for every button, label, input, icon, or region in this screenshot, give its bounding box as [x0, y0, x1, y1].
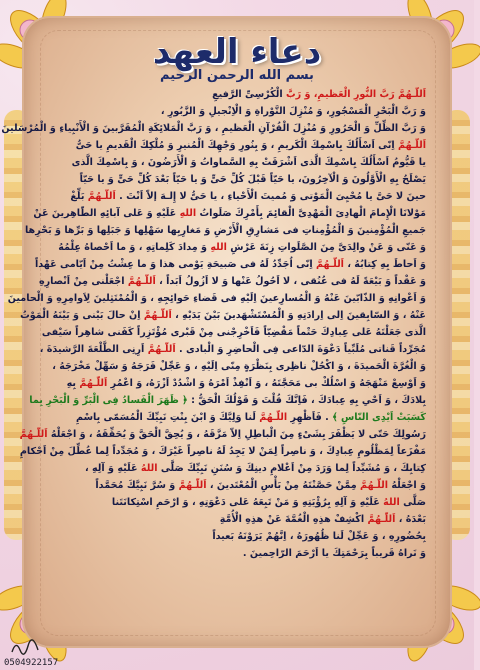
prayer-segment: اللهُ	[383, 497, 400, 508]
prayer-segment: اللهُ	[140, 463, 158, 474]
prayer-segment: عَلَیْهِ وَ آلِهِ ،	[84, 463, 141, 474]
prayer-segment: وَ عَقْداً وَ بَیْعَةً لَهُ فی عُنُقی ، لا اَحُولُ عَنْها وَ لا اَزُولُ اَبَداً ،	[155, 276, 426, 287]
prayer-line	[33, 205, 426, 222]
prayer-segment: مَوْلانَا الْإِمامَ الْهادِیَ الْمَهْدِیَّ الْقائِمَ بِأَمْرِكَ صَلَواتُ	[196, 208, 426, 219]
prayer-segment: اللّـهُمَّ	[259, 412, 288, 423]
prayer-line	[48, 511, 426, 528]
prayer-segment: الَّذی جَعَلْتَهُ عَلی عِبادِكَ حَتْماً مَقْضِیّاً فَاَخْرِجْنی مِنْ قَبْری مُؤْتَزِراً كَفَنی شاهِراً سَیْفی	[41, 327, 426, 338]
prayer-segment: اِنّی اُجَدِّدُ لَهُ فی صَبیحَةِ یَوْمی هذا وَ ما عِشْتُ مِنْ اَیّامی عَهْداً	[34, 259, 317, 270]
prayer-segment: اَللّـهُمَّ	[143, 310, 172, 321]
prayer-segment: مُجَرِّداً قَناتی مُلَبِّیاً دَعْوَةَ الدّاعی فِی الْحاضِرِ وَ الْبادی .	[175, 344, 426, 355]
prayer-segment: وَ رَبَّ الظِّلِّ وَ الْحَرُورِ وَ مُنْزِلَ الْقُرْآنِ الْعَظیمِ ، وَ رَبَّ الْمَلائِكَةِ الْمُقَرَّبینَ وَ الْأَنْبِیاءِ وَ الْمُرْسَلینَ	[1, 123, 426, 134]
prayer-segment: اجْعَلْنی مِنْ اَنْصارِهِ	[38, 276, 128, 287]
prayer-line	[24, 222, 426, 239]
prayer-segment: وَ رَبَّ الْبَحْرِ الْمَسْجُورِ، وَ مُنْزِلَ التَّوْراةِ وَ الْاِنْجیلِ وَ الزَّبُورِ ،	[160, 106, 426, 117]
prayer-segment: وَ نَراهُ قَریباً بِرَحْمَتِكَ یا اَرْحَمَ الرّاحِمینَ .	[242, 548, 426, 559]
prayer-segment: وَ عَنّی وَ عَنْ والِدَیَّ مِنَ الصَّلَواتِ زِنَةَ عَرْشِ	[226, 242, 426, 253]
prayer-segment: اِنْ حالَ بَیْنی وَ بَیْنَهُ الْمَوْتُ	[20, 310, 144, 321]
prayer-segment: ﴿ ظَهَرَ الْفَسادُ فِی الْبَرِّ وَ الْبَحْرِ بِما	[29, 395, 188, 406]
prayer-segment: اللهِ	[210, 242, 227, 253]
prayer-segment: جَمیعِ الْمُؤْمِنینَ وَ الْمُؤْمِناتِ فی مَشارِقِ الْأَرْضِ وَ مَغارِبِها سَهْلِها وَ جَبَلِها وَ بَرِّها وَ بَحْرِها	[24, 225, 426, 236]
prayer-segment: وَ اَحاطَ بِهِ كِتابُهُ ،	[343, 259, 426, 270]
prayer-segment: اَللّـهُمَّ رَبَّ النُّورِ الْعَظیمِ، وَ	[301, 89, 426, 100]
prayer-line	[48, 171, 426, 188]
prayer-line	[48, 528, 426, 545]
prayer-line	[29, 392, 426, 409]
prayer-segment: اللّـهُمَّ	[360, 480, 388, 491]
prayer-segment: اكْشِفْ هذِهِ الْغُمَّةَ عَنْ هذِهِ الْأُمَّةِ	[219, 514, 368, 525]
prayer-segment: رَسُولِكَ حَتّی لا یَظْفَرَ بِشَیْءٍ مِنَ الْباطِلِ اِلاّ مَزَّقَهُ ، وَ یُحِقَّ الْحَقَّ وَ یُحَقِّقَهُ ، وَ اجْعَلْهُ	[47, 429, 426, 440]
bismillah: بسم الله الرحمن الرحيم	[160, 68, 314, 83]
prayer-segment: بِحُضُورِهِ ، وَ عَجِّلْ لَنا ظُهُورَهُ ، اِنَّهُمْ یَرَوْنَهُ بَعیداً	[212, 531, 426, 542]
prayer-line	[48, 409, 426, 426]
prayer-line	[48, 239, 426, 256]
phone-number: 0504922157	[4, 658, 59, 668]
prayer-line	[7, 290, 426, 307]
signature-mark	[10, 638, 40, 656]
prayer-segment: بِلادَكَ ، وَ اَحْیِ بِهِ عِبادَكَ ، فَاِنَّكَ قُلْتَ وَ قَوْلُكَ الْحَقُّ :	[187, 395, 426, 406]
prayer-line	[38, 273, 426, 290]
prayer-line	[48, 477, 426, 494]
prayer-segment: . فَاَظْهِرِ	[287, 412, 333, 423]
prayer-line	[34, 256, 426, 273]
prayer-segment: بَعْدَهُ ،	[395, 514, 426, 525]
prayer-segment: وَ مِدادَ كَلِماتِهِ ، وَ ما اَحْصاهُ عِلْمُهُ	[58, 242, 211, 253]
prayer-segment: یا قَیُّومُ اَسْأَلُكَ بِاسْمِكَ الَّذی اَشْرَقَتْ بِهِ السَّماواتُ وَ الْأَرَضُونَ ، وَ بِاسْمِكَ الَّذی	[71, 157, 426, 168]
prayer-segment: اَللّـهُمَّ	[316, 259, 344, 270]
prayer-segment: اَللّـهُمَّ	[87, 191, 116, 202]
prayer-line	[41, 324, 426, 341]
prayer-segment: عَلَیْهِ وَ آلِهِ بِرُؤْیَتِهِ وَ مَنْ تَبِعَهُ عَلی دَعْوَتِهِ ، وَ ارْحَمِ اسْتِكانَتَنا	[111, 497, 384, 508]
prayer-segment: وَ اَعْوانِهِ وَ الذّابّینَ عَنْهُ وَ الْمُسارِعینَ اِلَیْهِ فی قَضاءِ حَوائِجِهِ ، وَ الْمُمْتَثِلینَ لِاَوامِرِهِ وَ الْحامینَ	[7, 293, 426, 304]
prayer-segment: صَلَّی	[399, 497, 426, 508]
prayer-line	[48, 545, 426, 562]
prayer-line	[48, 460, 426, 477]
page-title: دعاء العهد	[152, 32, 322, 72]
prayer-segment: وَ اجْعَلْهُ	[388, 480, 426, 491]
prayer-line	[48, 154, 426, 171]
prayer-segment: حینَ لا حَیَّ یا مُحْیِیَ الْمَوْتی وَ مُمیتَ الْأَحْیاءِ ، یا حَیُّ لا إِلـهَ إلاّ اَنْتَ .	[115, 191, 426, 202]
prayer-line	[48, 103, 426, 120]
prayer-segment: عَلَیْهِ وَ عَلی آبائِهِ الطّاهِرینَ عَنْ	[33, 208, 180, 219]
prayer-line	[48, 86, 426, 103]
prayer-text	[1, 86, 426, 606]
prayer-segment: اللهِ	[179, 208, 197, 219]
prayer-segment: اَللّـهُمَّ	[398, 140, 426, 151]
prayer-segment: الْكُرْسِیِّ الرَّفیعِ	[212, 89, 286, 100]
prayer-segment: اَللّـهُمَّ	[19, 429, 48, 440]
prayer-segment: وَ سُرَّ نَبِیَّكَ مُحَمَّداً	[95, 480, 179, 491]
prayer-line	[48, 494, 426, 511]
prayer-line	[48, 137, 426, 154]
prayer-line	[48, 375, 426, 392]
prayer-line	[48, 188, 426, 205]
prayer-segment: مِمَّنْ حَصَّنْتَهُ مِنْ بَأْسِ الْمُعْتَدینَ ،	[206, 480, 361, 491]
prayer-segment: اَللّـهُمَّ	[127, 276, 156, 287]
prayer-line	[19, 426, 426, 443]
prayer-segment: اِنّی اَسْأَلُكَ بِاسْمِكَ الْكَریمِ ، وَ بِنُورِ وَجْهِكَ الْمُنیرِ وَ مُلْكِكَ الْقَدیمِ یا حَیُّ	[75, 140, 399, 151]
prayer-segment: اَللّـهُمَّ	[147, 344, 176, 355]
prayer-line	[1, 120, 426, 137]
prayer-segment: یَصْلَحُ بِهِ الْأَوَّلُونَ وَ الْآخِرُونَ، یا حَیّاً قَبْلَ كُلِّ حَیٍّ وَ یا حَیّاً بَعْدَ كُلِّ حَیٍّ وَ یا حَیّاً	[79, 174, 426, 185]
prayer-segment: رَبَّ	[285, 89, 302, 100]
prayer-segment: لَنا وَلِیَّكَ وَ ابْنَ بِنْتِ نَبِیِّكَ الْمُسَمّی بِاسْمِ	[76, 412, 260, 423]
prayer-segment: اَللّـهُمَّ	[178, 480, 207, 491]
prayer-segment: اَللّـهُمَّ	[79, 378, 108, 389]
prayer-segment: اَللّـهُمَّ	[367, 514, 396, 525]
prayer-segment: كِتابِكَ ، وَ مُشَیِّداً لِما وَرَدَ مِنْ اَعْلامِ دینِكَ وَ سُنَنِ نَبِیِّكَ صَلَّی	[157, 463, 426, 474]
prayer-segment: عَنْهُ ، وَ السّابِقینَ اِلی اِرادَتِهِ وَ الْمُسْتَشْهَدینَ بَیْنَ یَدَیْهِ ،	[171, 310, 426, 321]
prayer-segment: وَ الْغُرَّةَ الْحَمیدَةَ ، وَ اكْحُلْ ناظِری بِنَظْرَةٍ مِنّی اِلَیْهِ ، وَ عَجِّلْ فَرَجَهُ وَ سَهِّلْ مَخْرَجَهُ ،	[52, 361, 426, 372]
prayer-line	[48, 358, 426, 375]
prayer-line	[20, 307, 426, 324]
prayer-segment: مَفْزَعاً لِمَظْلُومِ عِبادِكَ ، وَ ناصِراً لِمَنْ لا یَجِدُ لَهُ ناصِراً غَیْرَكَ ، وَ مُجَدِّداً لِما عُطِّلَ مِنْ اَحْكامِ	[19, 446, 426, 457]
prayer-line	[39, 341, 426, 358]
prayer-segment: بَلِّغْ	[70, 191, 88, 202]
prayer-segment: اَرِنِی الطَّلْعَةَ الرَّشیدَةَ ،	[39, 344, 148, 355]
prayer-segment: بِهِ	[66, 378, 80, 389]
prayer-segment: وَ اَوْسِعْ مَنْهَجَهُ وَ اسْلُكْ بی مَحَجَّتَهُ ، وَ اَنْفِذْ اَمْرَهُ وَ اشْدُدْ اَزْرَهُ، وَ اعْمُرِ	[107, 378, 426, 389]
prayer-line	[19, 443, 426, 460]
prayer-segment: كَسَبَتْ اَیْدِی النّاسِ ﴾	[332, 412, 426, 423]
